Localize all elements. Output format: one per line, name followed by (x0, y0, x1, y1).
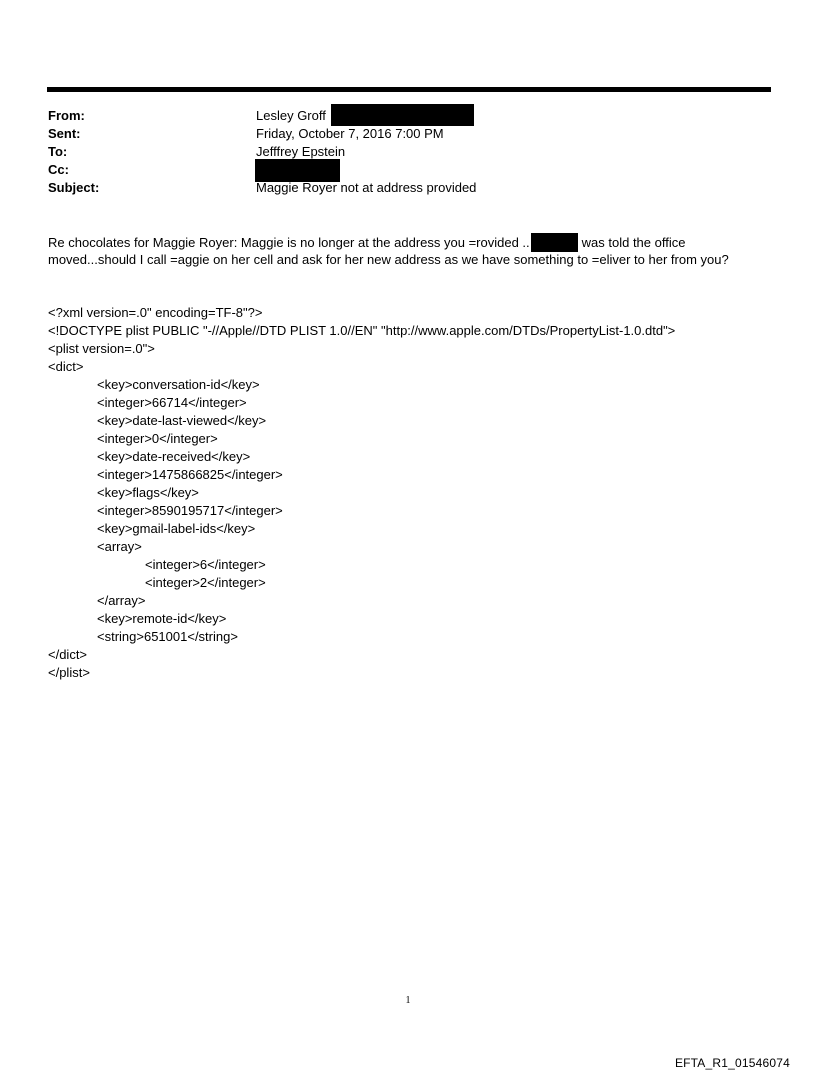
subject-value: Maggie Royer not at address provided (256, 180, 477, 195)
to-value: Jefffrey Epstein (256, 144, 346, 159)
cc-label: Cc: (48, 162, 69, 177)
plist-line: <key>flags</key> (97, 485, 199, 500)
plist-line: <?xml version=.0" encoding=TF-8"?> (48, 305, 263, 320)
from-label: From: (48, 108, 85, 123)
plist-line: </array> (97, 593, 146, 608)
plist-line: <integer>6</integer> (145, 557, 266, 572)
plist-line: <key>date-received</key> (97, 449, 251, 464)
plist-line: </dict> (48, 647, 88, 662)
plist-line: <key>conversation-id</key> (97, 377, 260, 392)
plist-line: </plist> (48, 665, 90, 680)
from-value: Lesley Groff (256, 108, 326, 123)
plist-line: <key>remote-id</key> (97, 611, 227, 626)
plist-line: <array> (97, 539, 142, 554)
plist-line: <integer>8590195717</integer> (97, 503, 283, 518)
sent-value: Friday, October 7, 2016 7:00 PM (256, 126, 444, 141)
redaction-box (331, 104, 474, 126)
header-divider (47, 87, 771, 92)
to-label: To: (48, 144, 68, 159)
plist-line: <!DOCTYPE plist PUBLIC "-//Apple//DTD PLIST 1.0//EN" "http://www.apple.com/DTDs/PropertyList-1.0.dtd"> (48, 323, 676, 338)
document-id: EFTA_R1_01546074 (674, 1056, 790, 1070)
message-line-2: moved...should I call =aggie on her cell and ask for her new address as we have something to =eliver to her from you? (48, 252, 729, 267)
redaction-box (531, 233, 578, 252)
plist-line: <plist version=.0"> (48, 341, 155, 356)
page-number: 1 (405, 995, 411, 1006)
plist-line: <key>gmail-label-ids</key> (97, 521, 256, 536)
plist-line: <integer>2</integer> (145, 575, 266, 590)
sent-label: Sent: (48, 126, 81, 141)
message-line-1-start: Re chocolates for Maggie Royer: Maggie is no longer at the address you =rovided .. (48, 235, 530, 250)
subject-label: Subject: (48, 180, 100, 195)
message-line-1-end: was told the office (581, 235, 686, 250)
plist-line: <key>date-last-viewed</key> (97, 413, 267, 428)
plist-line: <integer>0</integer> (97, 431, 218, 446)
message-line-1 (48, 233, 685, 252)
plist-line: <integer>1475866825</integer> (97, 467, 283, 482)
plist-line: <integer>66714</integer> (97, 395, 247, 410)
plist-line: <string>651001</string> (97, 629, 238, 644)
plist-line: <dict> (48, 359, 84, 374)
